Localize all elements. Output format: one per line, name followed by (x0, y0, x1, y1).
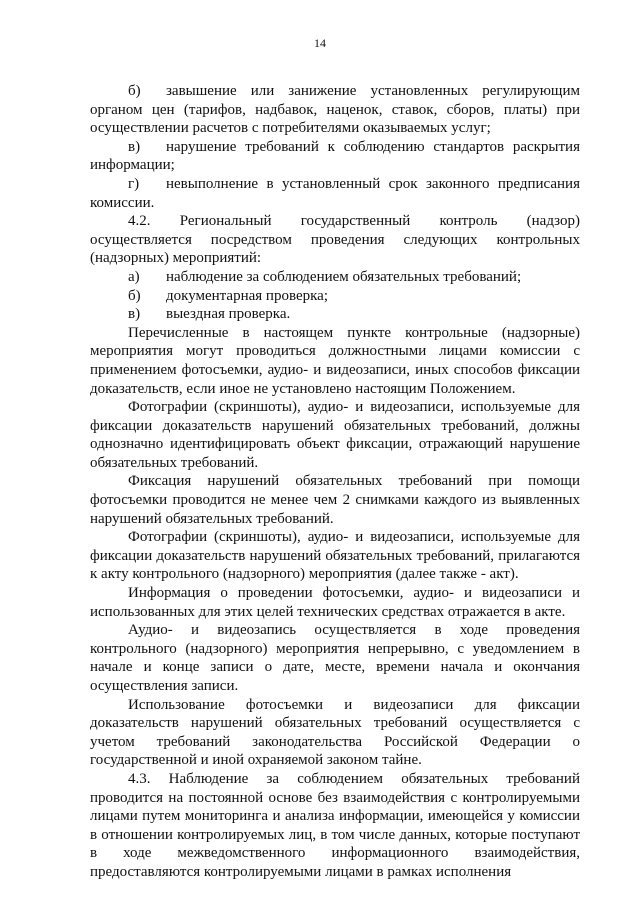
list-item-text: документарная проверка; (166, 287, 328, 304)
list-marker: б) (128, 287, 141, 304)
list-marker: в) (128, 138, 141, 155)
document-body (90, 82, 580, 882)
list-marker: г) (128, 175, 140, 192)
list-item-text: наблюдение за соблюдением обязательных требований; (166, 268, 522, 285)
list-item (90, 175, 580, 212)
list-item-text: выездная проверка. (166, 306, 291, 323)
list-item (90, 287, 580, 306)
list-item (90, 138, 580, 175)
list-marker: а) (128, 268, 140, 285)
paragraph: Фиксация нарушений обязательных требований при помощи фотосъемки проводится не менее чем 2 снимками каждого из выявленных нарушений обязательных требований. (90, 473, 580, 527)
paragraph-4-3: 4.3. Наблюдение за соблюдением обязательных требований проводится на постоянной основе без взаимодействия с контролируемыми лицами путем мониторинга и анализа информации, имеющейся у комиссии в отношении контролируемых лиц, в том числе данных, которые поступают в ходе межведомственного информационного взаимодействия, предоставляются контролируемыми лицами в рамках исполнения (90, 770, 580, 880)
page-number: 14 (314, 36, 326, 50)
paragraph: Фотографии (скриншоты), аудио- и видеозаписи, используемые для фиксации доказательств нарушений обязательных требований, должны однозначно идентифицировать объект фиксации, отражающий нарушение обязательных требований. (90, 399, 580, 471)
list-marker: б) (128, 83, 141, 99)
list-item (90, 82, 580, 138)
list-item-text: нарушение требований к соблюдению стандартов раскрытия информации; (90, 138, 580, 174)
list-item-text: невыполнение в установленный срок законного предписания комиссии. (90, 175, 580, 211)
paragraph: Использование фотосъемки и видеозаписи для фиксации доказательств нарушений обязательных требований осуществляется с учетом требований законодательства Российской Федерации о государственной и иной охраняемой законом тайне. (90, 696, 580, 769)
list-item (90, 305, 580, 324)
paragraph-4-2: 4.2. Региональный государственный контроль (надзор) осуществляется посредством проведения следующих контрольных (надзорных) мероприятий: (90, 213, 580, 267)
paragraph: Информация о проведении фотосъемки, аудио- и видеозаписи и использованных для этих целей технических средствах отражается в акте. (90, 585, 580, 620)
list-marker: в) (128, 306, 141, 323)
paragraph: Перечисленные в настоящем пункте контрольные (надзорные) мероприятия могут проводиться должностными лицами комиссии с применением фотосъемки, аудио- и видеозаписи, иных способов фиксации доказательств, если иное не установлено настоящим Положением. (90, 324, 580, 397)
paragraph: Фотографии (скриншоты), аудио- и видеозаписи, используемые для фиксации доказательств нарушений обязательных требований, прилагаются к акту контрольного (надзорного) мероприятия (далее также - акт). (90, 529, 580, 583)
list-item-text: завышение или занижение установленных регулирующим органом цен (тарифов, надбавок, наценок, ставок, сборов, платы) при осуществлении расчетов с потребителями оказываемых услуг; (90, 83, 580, 137)
paragraph: Аудио- и видеозапись осуществляется в ходе проведения контрольного (надзорного) мероприятия непрерывно, с уведомлением в начале и конце записи о дате, месте, времени начала и окончания осуществления записи. (90, 622, 580, 694)
list-item (90, 268, 580, 287)
